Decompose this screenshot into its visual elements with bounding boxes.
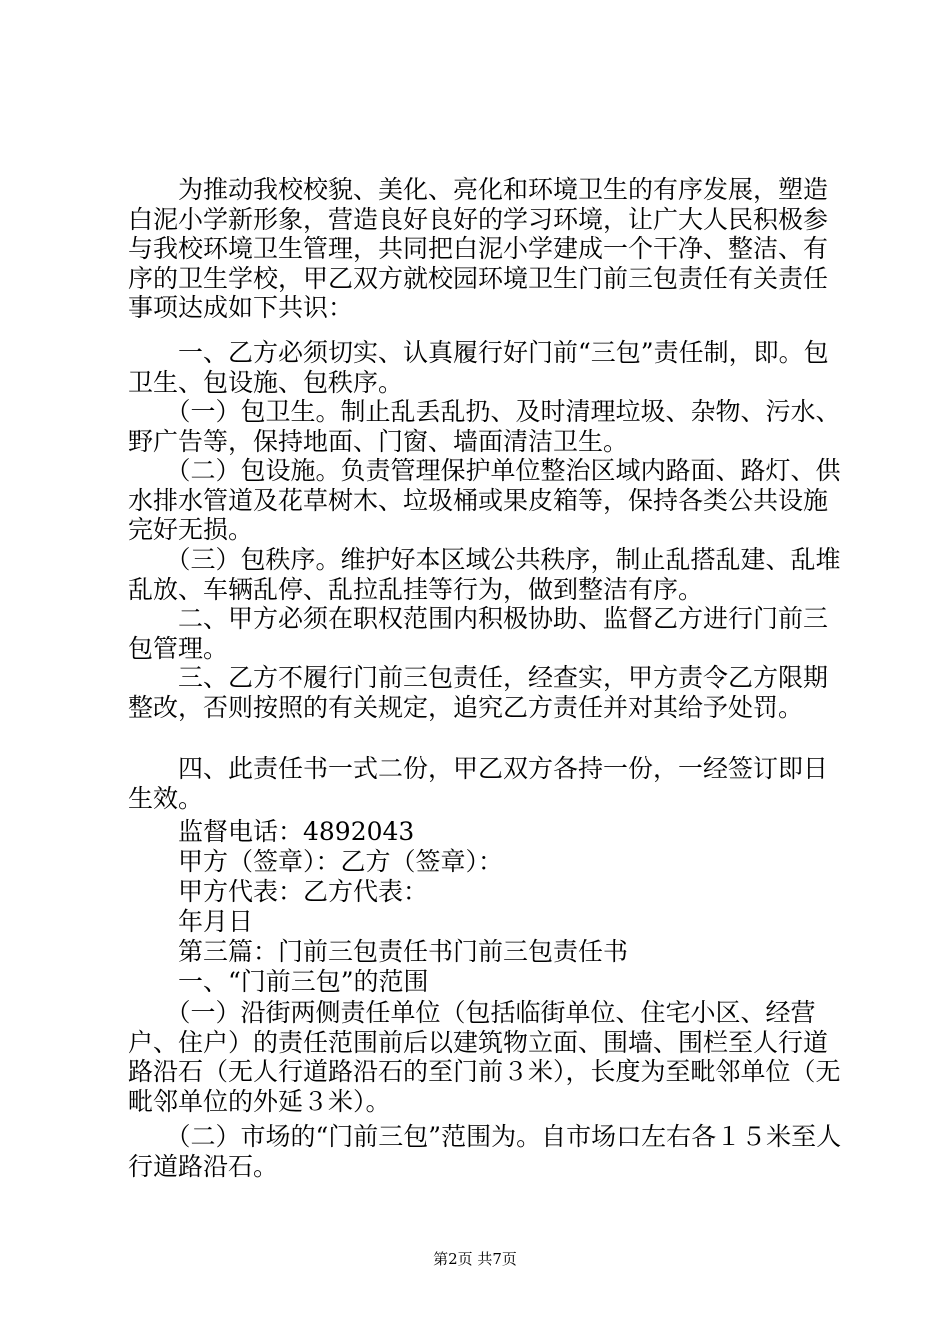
date-line: 年月日 bbox=[128, 907, 254, 936]
clause-one-item-1: （一）包卫生。制止乱丢乱扔、及时清理垃圾、杂物、污水、野广告等，保持地面、门窗、墙面清洁卫生。 bbox=[128, 397, 841, 456]
intro-paragraph: 为推动我校校貌、美化、亮化和环境卫生的有序发展，塑造白泥小学新形象，营造良好良好的学习环境，让广大人民积极参与我校环境卫生管理，共同把白泥小学建成一个干净、整洁、有序的卫生学校，甲乙双方就校园环境卫生门前三包责任有关责任事项达成如下共识： bbox=[128, 175, 829, 323]
clause-four-paragraph: 四、此责任书一式二份，甲乙双方各持一份，一经签订即日生效。 bbox=[128, 754, 829, 813]
clause-three-paragraph: 三、乙方不履行门前三包责任，经查实，甲方责令乙方限期整改，否则按照的有关规定，追究乙方责任并对其给予处罚。 bbox=[128, 663, 829, 722]
representative-line: 甲方代表：乙方代表： bbox=[128, 877, 429, 906]
clause-two-paragraph: 二、甲方必须在职权范围内积极协助、监督乙方进行门前三包管理。 bbox=[128, 604, 829, 663]
supervision-phone: 监督电话：4892043 bbox=[128, 817, 415, 846]
page-footer: 第2页 共7页 bbox=[433, 1250, 517, 1268]
section-heading: 第三篇：门前三包责任书门前三包责任书 bbox=[128, 937, 629, 966]
scope-item-1: （一）沿街两侧责任单位（包括临街单位、住宅小区、经营户、住户）的责任范围前后以建筑物立面、围墙、围栏至人行道路沿石（无人行道路沿石的至门前３米），长度为至毗邻单位（无毗邻单位的外延３米）。 bbox=[128, 998, 841, 1116]
scope-item-2: （二）市场的“门前三包”范围为。自市场口左右各１５米至人行道路沿石。 bbox=[128, 1122, 842, 1181]
clause-one-item-3: （三）包秩序。维护好本区域公共秩序，制止乱搭乱建、乱堆乱放、车辆乱停、乱拉乱挂等行为，做到整洁有序。 bbox=[128, 545, 841, 604]
clause-one-paragraph: 一、乙方必须切实、认真履行好门前“三包”责任制，即。包卫生、包设施、包秩序。 bbox=[128, 338, 829, 397]
clause-one-item-2: （二）包设施。负责管理保护单位整治区域内路面、路灯、供水排水管道及花草树木、垃圾桶或果皮箱等，保持各类公共设施完好无损。 bbox=[128, 456, 841, 545]
signature-line: 甲方（签章）：乙方（签章）： bbox=[128, 847, 504, 876]
scope-heading: 一、“门前三包”的范围 bbox=[128, 967, 429, 996]
